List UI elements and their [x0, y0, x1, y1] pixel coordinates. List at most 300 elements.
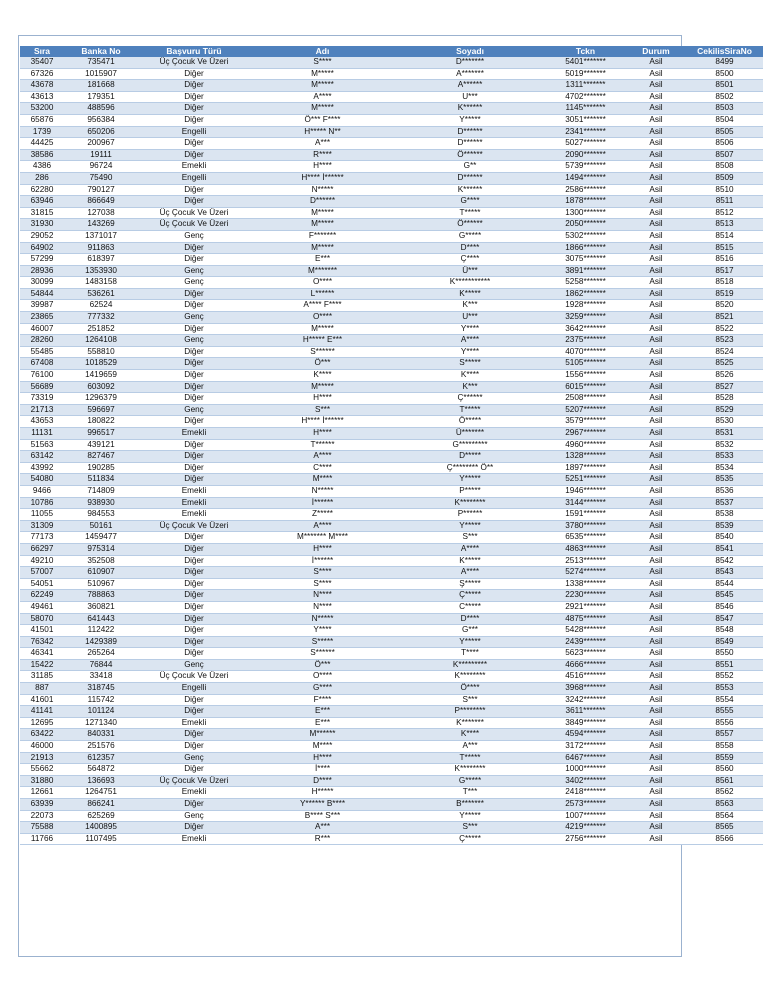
- cell-col-basvuru-turu: Diğer: [138, 555, 250, 567]
- cell-col-cekilis-sira-no: 8522: [686, 323, 763, 335]
- cell-col-durum: Asil: [626, 625, 686, 637]
- cell-col-sira: 23865: [20, 312, 64, 324]
- cell-col-tckn: 3642*******: [545, 323, 626, 335]
- cell-col-sira: 54080: [20, 474, 64, 486]
- cell-col-durum: Asil: [626, 207, 686, 219]
- cell-col-cekilis-sira-no: 8537: [686, 497, 763, 509]
- cell-col-durum: Asil: [626, 601, 686, 613]
- table-row: [20, 57, 763, 68]
- cell-col-tckn: 3075*******: [545, 254, 626, 266]
- cell-col-soyadi: Ç******: [395, 393, 545, 405]
- cell-col-banka-no: 360821: [64, 601, 138, 613]
- cell-col-adi: H*****: [250, 787, 395, 799]
- cell-col-durum: Asil: [626, 416, 686, 428]
- cell-col-soyadi: Y*****: [395, 810, 545, 822]
- cell-col-durum: Asil: [626, 254, 686, 266]
- cell-col-soyadi: K******: [395, 103, 545, 115]
- header-col-adi: Adı: [250, 46, 395, 57]
- cell-col-banka-no: 1400895: [64, 822, 138, 834]
- cell-col-sira: 75588: [20, 822, 64, 834]
- cell-col-adi: M****: [250, 474, 395, 486]
- cell-col-cekilis-sira-no: 8535: [686, 474, 763, 486]
- cell-col-cekilis-sira-no: 8506: [686, 138, 763, 150]
- cell-col-durum: Asil: [626, 532, 686, 544]
- cell-col-durum: Asil: [626, 474, 686, 486]
- cell-col-durum: Asil: [626, 196, 686, 208]
- cell-col-tckn: 2050*******: [545, 219, 626, 231]
- cell-col-banka-no: 179351: [64, 91, 138, 103]
- cell-col-banka-no: 558810: [64, 346, 138, 358]
- table-row: [20, 706, 763, 718]
- cell-col-durum: Asil: [626, 451, 686, 463]
- cell-col-adi: D******: [250, 196, 395, 208]
- cell-col-sira: 1739: [20, 126, 64, 138]
- cell-col-sira: 73319: [20, 393, 64, 405]
- cell-col-sira: 31309: [20, 520, 64, 532]
- cell-col-banka-no: 650206: [64, 126, 138, 138]
- cell-col-cekilis-sira-no: 8517: [686, 265, 763, 277]
- cell-col-soyadi: K****: [395, 370, 545, 382]
- cell-col-banka-no: 190285: [64, 462, 138, 474]
- cell-col-banka-no: 251852: [64, 323, 138, 335]
- table-row: [20, 428, 763, 440]
- cell-col-sira: 43992: [20, 462, 64, 474]
- cell-col-durum: Asil: [626, 265, 686, 277]
- cell-col-adi: H***** N**: [250, 126, 395, 138]
- table-row: [20, 335, 763, 347]
- cell-col-banka-no: 136693: [64, 775, 138, 787]
- cell-col-sira: 76342: [20, 636, 64, 648]
- cell-col-tckn: 3172*******: [545, 741, 626, 753]
- cell-col-banka-no: 50161: [64, 520, 138, 532]
- cell-col-tckn: 4960*******: [545, 439, 626, 451]
- cell-col-cekilis-sira-no: 8501: [686, 80, 763, 92]
- cell-col-cekilis-sira-no: 8523: [686, 335, 763, 347]
- cell-col-basvuru-turu: Emekli: [138, 787, 250, 799]
- cell-col-durum: Asil: [626, 288, 686, 300]
- cell-col-adi: S******: [250, 346, 395, 358]
- cell-col-tckn: 1878*******: [545, 196, 626, 208]
- cell-col-cekilis-sira-no: 8527: [686, 381, 763, 393]
- cell-col-banka-no: 33418: [64, 671, 138, 683]
- cell-col-durum: Asil: [626, 138, 686, 150]
- cell-col-cekilis-sira-no: 8534: [686, 462, 763, 474]
- cell-col-adi: İ******: [250, 497, 395, 509]
- cell-col-tckn: 3579*******: [545, 416, 626, 428]
- cell-col-tckn: 3144*******: [545, 497, 626, 509]
- cell-col-soyadi: P******: [395, 509, 545, 521]
- cell-col-durum: Asil: [626, 323, 686, 335]
- cell-col-basvuru-turu: Genç: [138, 230, 250, 242]
- cell-col-sira: 49461: [20, 601, 64, 613]
- cell-col-banka-no: 536261: [64, 288, 138, 300]
- cell-col-tckn: 2230*******: [545, 590, 626, 602]
- cell-col-basvuru-turu: Genç: [138, 752, 250, 764]
- cell-col-adi: S***: [250, 404, 395, 416]
- cell-col-tckn: 2513*******: [545, 555, 626, 567]
- cell-col-sira: 35407: [20, 57, 64, 68]
- cell-col-soyadi: Ö******: [395, 149, 545, 161]
- cell-col-tckn: 3402*******: [545, 775, 626, 787]
- cell-col-adi: Y****** B****: [250, 799, 395, 811]
- table-row: [20, 323, 763, 335]
- table-row: [20, 543, 763, 555]
- table-row: [20, 358, 763, 370]
- cell-col-soyadi: G****: [395, 196, 545, 208]
- cell-col-basvuru-turu: Üç Çocuk Ve Üzeri: [138, 219, 250, 231]
- cell-col-soyadi: K******: [395, 184, 545, 196]
- cell-col-adi: H****: [250, 543, 395, 555]
- cell-col-sira: 67326: [20, 68, 64, 80]
- cell-col-soyadi: B*******: [395, 799, 545, 811]
- cell-col-banka-no: 1018529: [64, 358, 138, 370]
- cell-col-basvuru-turu: Diğer: [138, 613, 250, 625]
- cell-col-durum: Asil: [626, 485, 686, 497]
- table-row: [20, 126, 763, 138]
- cell-col-soyadi: S***: [395, 532, 545, 544]
- cell-col-adi: H***** E***: [250, 335, 395, 347]
- cell-col-tckn: 5258*******: [545, 277, 626, 289]
- table-row: [20, 393, 763, 405]
- cell-col-durum: Asil: [626, 68, 686, 80]
- cell-col-soyadi: Y*****: [395, 636, 545, 648]
- cell-col-adi: Z*****: [250, 509, 395, 521]
- cell-col-cekilis-sira-no: 8530: [686, 416, 763, 428]
- cell-col-soyadi: K*****: [395, 555, 545, 567]
- cell-col-sira: 49210: [20, 555, 64, 567]
- cell-col-sira: 41501: [20, 625, 64, 637]
- cell-col-sira: 28936: [20, 265, 64, 277]
- cell-col-durum: Asil: [626, 729, 686, 741]
- cell-col-tckn: 3891*******: [545, 265, 626, 277]
- cell-col-sira: 63939: [20, 799, 64, 811]
- cell-col-basvuru-turu: Diğer: [138, 114, 250, 126]
- table-row: [20, 741, 763, 753]
- cell-col-cekilis-sira-no: 8562: [686, 787, 763, 799]
- cell-col-durum: Asil: [626, 752, 686, 764]
- cell-col-durum: Asil: [626, 555, 686, 567]
- cell-col-banka-no: 1353930: [64, 265, 138, 277]
- cell-col-sira: 43678: [20, 80, 64, 92]
- table-row: [20, 370, 763, 382]
- table-row: [20, 764, 763, 776]
- table-row: [20, 509, 763, 521]
- cell-col-adi: O****: [250, 671, 395, 683]
- cell-col-sira: 46341: [20, 648, 64, 660]
- cell-col-banka-no: 788863: [64, 590, 138, 602]
- cell-col-banka-no: 956384: [64, 114, 138, 126]
- cell-col-basvuru-turu: Emekli: [138, 509, 250, 521]
- cell-col-basvuru-turu: Diğer: [138, 138, 250, 150]
- cell-col-banka-no: 62524: [64, 300, 138, 312]
- cell-col-tckn: 5027*******: [545, 138, 626, 150]
- cell-col-banka-no: 200967: [64, 138, 138, 150]
- table-row: [20, 833, 763, 845]
- cell-col-sira: 55662: [20, 764, 64, 776]
- cell-col-banka-no: 318745: [64, 683, 138, 695]
- cell-col-basvuru-turu: Engelli: [138, 126, 250, 138]
- cell-col-banka-no: 564872: [64, 764, 138, 776]
- cell-col-adi: Ö***: [250, 358, 395, 370]
- cell-col-durum: Asil: [626, 428, 686, 440]
- cell-col-cekilis-sira-no: 8520: [686, 300, 763, 312]
- cell-col-banka-no: 996517: [64, 428, 138, 440]
- cell-col-durum: Asil: [626, 219, 686, 231]
- cell-col-basvuru-turu: Diğer: [138, 149, 250, 161]
- cell-col-soyadi: T*****: [395, 207, 545, 219]
- cell-col-basvuru-turu: Diğer: [138, 578, 250, 590]
- cell-col-soyadi: D******: [395, 126, 545, 138]
- table-row: [20, 416, 763, 428]
- cell-col-cekilis-sira-no: 8500: [686, 68, 763, 80]
- cell-col-durum: Asil: [626, 172, 686, 184]
- cell-col-sira: 41141: [20, 706, 64, 718]
- cell-col-cekilis-sira-no: 8563: [686, 799, 763, 811]
- cell-col-sira: 11055: [20, 509, 64, 521]
- cell-col-tckn: 4219*******: [545, 822, 626, 834]
- cell-col-sira: 66297: [20, 543, 64, 555]
- cell-col-sira: 12695: [20, 717, 64, 729]
- cell-col-soyadi: K********: [395, 671, 545, 683]
- cell-col-cekilis-sira-no: 8541: [686, 543, 763, 555]
- cell-col-sira: 63422: [20, 729, 64, 741]
- cell-col-tckn: 4516*******: [545, 671, 626, 683]
- cell-col-banka-no: 265264: [64, 648, 138, 660]
- table-row: [20, 787, 763, 799]
- cell-col-banka-no: 127038: [64, 207, 138, 219]
- cell-col-sira: 56689: [20, 381, 64, 393]
- cell-col-adi: H**** İ******: [250, 416, 395, 428]
- cell-col-sira: 54844: [20, 288, 64, 300]
- cell-col-sira: 63142: [20, 451, 64, 463]
- cell-col-sira: 43613: [20, 91, 64, 103]
- cell-col-basvuru-turu: Diğer: [138, 184, 250, 196]
- cell-col-banka-no: 143269: [64, 219, 138, 231]
- cell-col-tckn: 2508*******: [545, 393, 626, 405]
- cell-col-cekilis-sira-no: 8549: [686, 636, 763, 648]
- table-row: [20, 265, 763, 277]
- cell-col-tckn: 5401*******: [545, 57, 626, 68]
- cell-col-basvuru-turu: Diğer: [138, 393, 250, 405]
- cell-col-basvuru-turu: Diğer: [138, 381, 250, 393]
- cell-col-tckn: 5019*******: [545, 68, 626, 80]
- cell-col-durum: Asil: [626, 590, 686, 602]
- cell-col-adi: F*******: [250, 230, 395, 242]
- table-row: [20, 729, 763, 741]
- cell-col-durum: Asil: [626, 694, 686, 706]
- cell-col-adi: M*****: [250, 381, 395, 393]
- cell-col-sira: 11766: [20, 833, 64, 845]
- cell-col-tckn: 3242*******: [545, 694, 626, 706]
- cell-col-soyadi: Y*****: [395, 114, 545, 126]
- table-row: [20, 172, 763, 184]
- cell-col-sira: 21713: [20, 404, 64, 416]
- cell-col-tckn: 6467*******: [545, 752, 626, 764]
- cell-col-basvuru-turu: Diğer: [138, 462, 250, 474]
- cell-col-cekilis-sira-no: 8540: [686, 532, 763, 544]
- cell-col-cekilis-sira-no: 8521: [686, 312, 763, 324]
- cell-col-durum: Asil: [626, 741, 686, 753]
- cell-col-durum: Asil: [626, 775, 686, 787]
- cell-col-durum: Asil: [626, 242, 686, 254]
- cell-col-adi: G****: [250, 683, 395, 695]
- cell-col-cekilis-sira-no: 8532: [686, 439, 763, 451]
- header-col-tckn: Tckn: [545, 46, 626, 57]
- cell-col-tckn: 1866*******: [545, 242, 626, 254]
- cell-col-basvuru-turu: Üç Çocuk Ve Üzeri: [138, 671, 250, 683]
- cell-col-basvuru-turu: Diğer: [138, 288, 250, 300]
- cell-col-tckn: 2375*******: [545, 335, 626, 347]
- cell-col-soyadi: D****: [395, 613, 545, 625]
- cell-col-sira: 30099: [20, 277, 64, 289]
- cell-col-adi: K****: [250, 370, 395, 382]
- cell-col-durum: Asil: [626, 764, 686, 776]
- cell-col-basvuru-turu: Diğer: [138, 439, 250, 451]
- cell-col-sira: 51563: [20, 439, 64, 451]
- table-row: [20, 346, 763, 358]
- cell-col-sira: 55485: [20, 346, 64, 358]
- cell-col-basvuru-turu: Diğer: [138, 694, 250, 706]
- cell-col-tckn: 1311*******: [545, 80, 626, 92]
- cell-col-cekilis-sira-no: 8516: [686, 254, 763, 266]
- cell-col-soyadi: Ö*****: [395, 416, 545, 428]
- cell-col-tckn: 3259*******: [545, 312, 626, 324]
- cell-col-banka-no: 840331: [64, 729, 138, 741]
- cell-col-adi: T******: [250, 439, 395, 451]
- cell-col-durum: Asil: [626, 636, 686, 648]
- cell-col-tckn: 1897*******: [545, 462, 626, 474]
- cell-col-durum: Asil: [626, 810, 686, 822]
- cell-col-banka-no: 511834: [64, 474, 138, 486]
- cell-col-banka-no: 866241: [64, 799, 138, 811]
- cell-col-sira: 41601: [20, 694, 64, 706]
- cell-col-basvuru-turu: Diğer: [138, 416, 250, 428]
- table-row: [20, 683, 763, 695]
- results-table: [20, 46, 763, 845]
- cell-col-soyadi: Ş*****: [395, 578, 545, 590]
- cell-col-durum: Asil: [626, 799, 686, 811]
- table-row: [20, 103, 763, 115]
- cell-col-adi: M*****: [250, 242, 395, 254]
- cell-col-soyadi: D******: [395, 172, 545, 184]
- cell-col-sira: 29052: [20, 230, 64, 242]
- cell-col-adi: F****: [250, 694, 395, 706]
- header-col-banka-no: Banka No: [64, 46, 138, 57]
- cell-col-banka-no: 1015907: [64, 68, 138, 80]
- table-body: [20, 57, 763, 845]
- header-col-basvuru-turu: Başvuru Türü: [138, 46, 250, 57]
- cell-col-sira: 62249: [20, 590, 64, 602]
- cell-col-cekilis-sira-no: 8555: [686, 706, 763, 718]
- table-row: [20, 613, 763, 625]
- cell-col-tckn: 6015*******: [545, 381, 626, 393]
- cell-col-basvuru-turu: Diğer: [138, 254, 250, 266]
- cell-col-tckn: 2967*******: [545, 428, 626, 440]
- cell-col-tckn: 1300*******: [545, 207, 626, 219]
- table-row: [20, 717, 763, 729]
- cell-col-cekilis-sira-no: 8552: [686, 671, 763, 683]
- cell-col-cekilis-sira-no: 8559: [686, 752, 763, 764]
- cell-col-basvuru-turu: Diğer: [138, 822, 250, 834]
- cell-col-cekilis-sira-no: 8531: [686, 428, 763, 440]
- cell-col-soyadi: T*****: [395, 404, 545, 416]
- table-row: [20, 578, 763, 590]
- table-row: [20, 462, 763, 474]
- cell-col-cekilis-sira-no: 8513: [686, 219, 763, 231]
- cell-col-cekilis-sira-no: 8526: [686, 370, 763, 382]
- cell-col-sira: 31815: [20, 207, 64, 219]
- cell-col-banka-no: 488596: [64, 103, 138, 115]
- cell-col-adi: R***: [250, 833, 395, 845]
- cell-col-durum: Asil: [626, 370, 686, 382]
- cell-col-banka-no: 1371017: [64, 230, 138, 242]
- cell-col-sira: 39987: [20, 300, 64, 312]
- cell-col-tckn: 5274*******: [545, 567, 626, 579]
- cell-col-tckn: 1928*******: [545, 300, 626, 312]
- cell-col-basvuru-turu: Üç Çocuk Ve Üzeri: [138, 775, 250, 787]
- table-row: [20, 68, 763, 80]
- cell-col-adi: S*****: [250, 636, 395, 648]
- cell-col-cekilis-sira-no: 8561: [686, 775, 763, 787]
- cell-col-cekilis-sira-no: 8565: [686, 822, 763, 834]
- cell-col-cekilis-sira-no: 8547: [686, 613, 763, 625]
- table-row: [20, 114, 763, 126]
- cell-col-banka-no: 1483158: [64, 277, 138, 289]
- cell-col-sira: 65876: [20, 114, 64, 126]
- cell-col-banka-no: 1264108: [64, 335, 138, 347]
- cell-col-adi: B**** S***: [250, 810, 395, 822]
- cell-col-soyadi: Y*****: [395, 474, 545, 486]
- cell-col-soyadi: G*****: [395, 230, 545, 242]
- cell-col-basvuru-turu: Diğer: [138, 196, 250, 208]
- cell-col-basvuru-turu: Diğer: [138, 532, 250, 544]
- cell-col-adi: E***: [250, 717, 395, 729]
- cell-col-basvuru-turu: Diğer: [138, 346, 250, 358]
- cell-col-basvuru-turu: Diğer: [138, 741, 250, 753]
- cell-col-banka-no: 603092: [64, 381, 138, 393]
- cell-col-soyadi: S***: [395, 822, 545, 834]
- cell-col-durum: Asil: [626, 57, 686, 68]
- cell-col-tckn: 3849*******: [545, 717, 626, 729]
- cell-col-banka-no: 714809: [64, 485, 138, 497]
- cell-col-cekilis-sira-no: 8514: [686, 230, 763, 242]
- cell-col-soyadi: T****: [395, 648, 545, 660]
- cell-col-cekilis-sira-no: 8556: [686, 717, 763, 729]
- cell-col-sira: 887: [20, 683, 64, 695]
- cell-col-banka-no: 115742: [64, 694, 138, 706]
- cell-col-durum: Asil: [626, 381, 686, 393]
- cell-col-durum: Asil: [626, 126, 686, 138]
- table-row: [20, 497, 763, 509]
- cell-col-durum: Asil: [626, 404, 686, 416]
- cell-col-durum: Asil: [626, 91, 686, 103]
- cell-col-soyadi: K***: [395, 381, 545, 393]
- cell-col-adi: S****: [250, 578, 395, 590]
- cell-col-cekilis-sira-no: 8539: [686, 520, 763, 532]
- cell-col-durum: Asil: [626, 648, 686, 660]
- table-header-row: [20, 46, 763, 57]
- cell-col-basvuru-turu: Engelli: [138, 683, 250, 695]
- cell-col-cekilis-sira-no: 8550: [686, 648, 763, 660]
- cell-col-banka-no: 75490: [64, 172, 138, 184]
- cell-col-basvuru-turu: Genç: [138, 404, 250, 416]
- cell-col-adi: O****: [250, 312, 395, 324]
- cell-col-basvuru-turu: Diğer: [138, 300, 250, 312]
- cell-col-basvuru-turu: Üç Çocuk Ve Üzeri: [138, 57, 250, 68]
- cell-col-tckn: 1338*******: [545, 578, 626, 590]
- cell-col-basvuru-turu: Diğer: [138, 242, 250, 254]
- cell-col-banka-no: 618397: [64, 254, 138, 266]
